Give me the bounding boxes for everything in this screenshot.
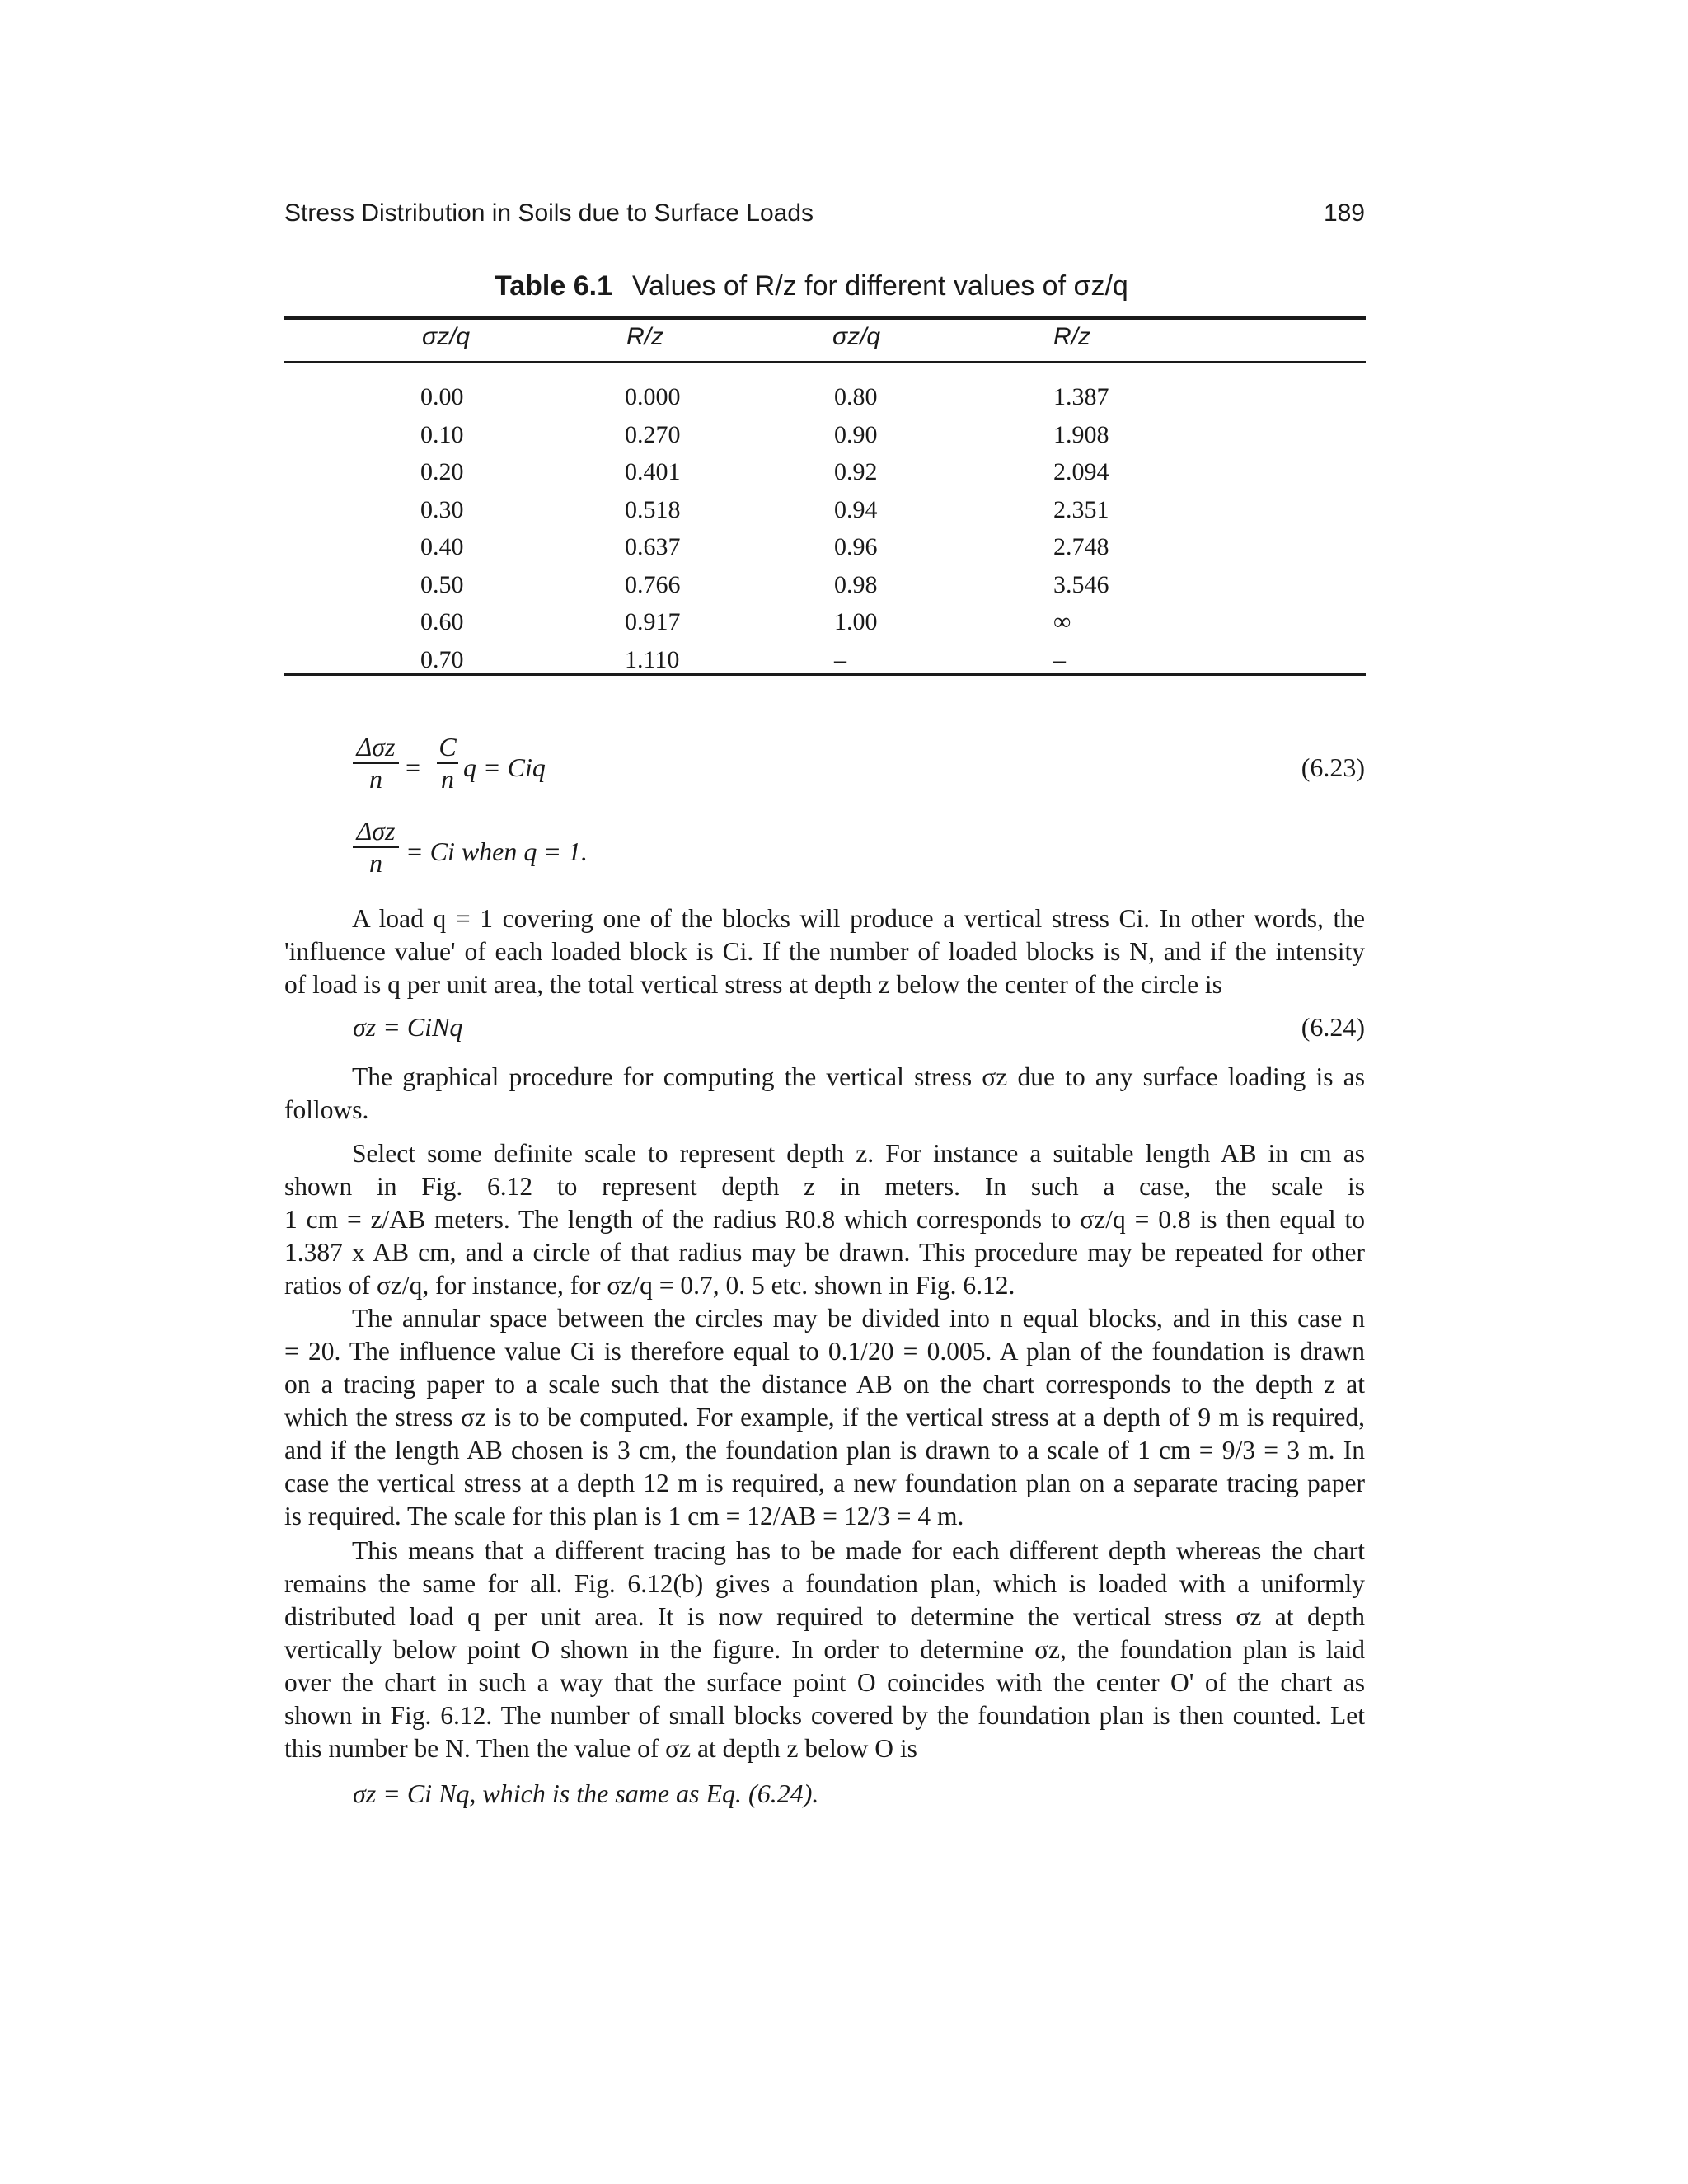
eq623-den-left: n	[353, 762, 399, 794]
table-cell: 0.000	[625, 383, 681, 410]
text-line: is required. The scale for this plan is 1 cm = 12/AB = 12/3 = 4 m.	[284, 1502, 964, 1530]
text-line: this number be N. Then the value of σz at depth z below O is	[284, 1734, 917, 1763]
text-line: 1 cm = z/AB meters. The length of the radius R0.8 which corresponds to σz/q = 0.8 is then equal to	[284, 1205, 1365, 1234]
paragraph-annular-space	[284, 1302, 1365, 1533]
text-line: shown in Fig. 6.12. The number of small blocks covered by the foundation plan is then counted. Let	[284, 1701, 1365, 1730]
text-line: follows.	[284, 1095, 369, 1124]
text-line: case the vertical stress at a depth 12 m is required, a new foundation plan on a separate tracing paper	[284, 1469, 1365, 1497]
text-line: distributed load q per unit area. It is now required to determine the vertical stress σz at depth	[284, 1602, 1365, 1631]
table-top-rule	[284, 316, 1366, 320]
text-line: 'influence value' of each loaded block is Ci. If the number of loaded blocks is N, and if the intensity	[284, 937, 1365, 966]
text-line: Select some definite scale to represent depth z. For instance a suitable length AB in cm as	[352, 1139, 1365, 1168]
table-cell: 0.80	[834, 383, 878, 410]
table-label: Table 6.1	[495, 270, 612, 302]
table-cell: 1.00	[834, 608, 878, 635]
paragraph-different-tracing	[284, 1535, 1365, 1765]
table-header-col2: R/z	[626, 323, 663, 350]
text-line: The annular space between the circles may be divided into n equal blocks, and in this case n	[352, 1304, 1365, 1333]
eq623-num-left: Δσz	[356, 732, 396, 762]
text-line: of load is q per unit area, the total vertical stress at depth z below the center of the circle is	[284, 970, 1222, 999]
eq-final: σz = Ci Nq, which is the same as Eq. (6.24).	[353, 1779, 819, 1808]
table-header-rule	[284, 361, 1366, 363]
table-cell: 0.917	[625, 608, 681, 635]
text-line: ratios of σz/q, for instance, for σz/q = 0.7, 0. 5 etc. shown in Fig. 6.12.	[284, 1271, 1015, 1300]
table-cell: 0.518	[625, 495, 681, 523]
running-header	[284, 199, 1365, 227]
table-cell: 0.401	[625, 458, 681, 485]
eq-ci-frac	[353, 816, 399, 879]
text-line: which the stress σz is to be computed. For example, if the vertical stress at a depth of 9 m is required,	[284, 1403, 1365, 1432]
table-cell: 0.96	[834, 533, 878, 560]
table-cell: 0.92	[834, 458, 878, 485]
table-cell: 0.70	[420, 645, 464, 673]
text-line: on a tracing paper to a scale such that the distance AB on the chart corresponds to the depth z at	[284, 1370, 1365, 1399]
text-line: = 20. The influence value Ci is therefore equal to 0.1/20 = 0.005. A plan of the foundation is drawn	[284, 1337, 1365, 1366]
table-cell: 0.94	[834, 495, 878, 523]
eq623-den-mid: n	[437, 762, 458, 794]
table-caption-text: Values of R/z for different values of σz/q	[632, 270, 1128, 302]
text-line: 1.387 x AB cm, and a circle of that radius may be drawn. This procedure may be repeated for other	[284, 1238, 1365, 1267]
table-cell: 1.387	[1053, 383, 1109, 410]
table-header-col3: σz/q	[832, 323, 881, 350]
running-title: Stress Distribution in Soils due to Surface Loads	[284, 199, 814, 227]
table-cell: 0.637	[625, 533, 681, 560]
eq-ci-den: n	[353, 846, 399, 879]
table-cell: 0.50	[420, 570, 464, 598]
table-cell: 3.546	[1053, 570, 1109, 598]
eq623-frac-left	[353, 732, 399, 794]
table-header-col1: σz/q	[422, 323, 471, 350]
table-cell: 0.10	[420, 420, 464, 448]
eq624-label: (6.24)	[1301, 1012, 1365, 1042]
table-cell: –	[834, 645, 846, 673]
table-cell: 0.30	[420, 495, 464, 523]
table-cell: 1.908	[1053, 420, 1109, 448]
text-line: This means that a different tracing has to be made for each different depth whereas the chart	[352, 1536, 1365, 1565]
text-line: and if the length AB chosen is 3 cm, the foundation plan is drawn to a scale of 1 cm = 9/3 = 3 m. In	[284, 1436, 1365, 1465]
table-cell: 0.98	[834, 570, 878, 598]
eq623-num-mid: C	[438, 732, 457, 762]
table-cell: –	[1053, 645, 1066, 673]
page-number: 189	[1323, 199, 1365, 227]
table-cell: 1.110	[625, 645, 680, 673]
table-cell: 0.270	[625, 420, 681, 448]
table-cell: 0.766	[625, 570, 681, 598]
table-cell: 2.748	[1053, 533, 1109, 560]
text-line: over the chart in such a way that the surface point O coincides with the center O' of the chart as	[284, 1668, 1365, 1697]
table-cell: 0.60	[420, 608, 464, 635]
table-caption	[495, 270, 1128, 302]
table-cell: ∞	[1053, 608, 1071, 635]
text-line: shown in Fig. 6.12 to represent depth z in meters. In such a case, the scale is	[284, 1172, 1365, 1201]
eq623-equals: =	[406, 752, 421, 782]
eq-ci-rhs: = Ci when q = 1.	[406, 837, 588, 866]
text-line: remains the same for all. Fig. 6.12(b) gives a foundation plan, which is loaded with a uniformly	[284, 1569, 1365, 1598]
paragraph-scale	[284, 1137, 1365, 1302]
eq623-label: (6.23)	[1301, 752, 1365, 782]
table-cell: 0.00	[420, 383, 464, 410]
text-line: The graphical procedure for computing the vertical stress σz due to any surface loading is as	[352, 1062, 1365, 1091]
eq624: σz = CiNq	[353, 1012, 463, 1042]
eq623-rhs: q = Ciq	[463, 752, 546, 782]
table-cell: 2.351	[1053, 495, 1109, 523]
table-cell: 0.20	[420, 458, 464, 485]
paragraph-influence-value	[284, 902, 1365, 1001]
table-cell: 2.094	[1053, 458, 1109, 485]
text-line: A load q = 1 covering one of the blocks will produce a vertical stress Ci. In other words, the	[352, 904, 1365, 933]
table-cell: 0.40	[420, 533, 464, 560]
eq-ci-num: Δσz	[356, 816, 396, 846]
table-cell: 0.90	[834, 420, 878, 448]
table-header-col4: R/z	[1053, 323, 1090, 350]
paragraph-graphical-procedure	[284, 1061, 1365, 1127]
text-line: vertically below point O shown in the figure. In order to determine σz, the foundation plan is laid	[284, 1635, 1365, 1664]
eq623-frac-mid	[437, 732, 458, 794]
